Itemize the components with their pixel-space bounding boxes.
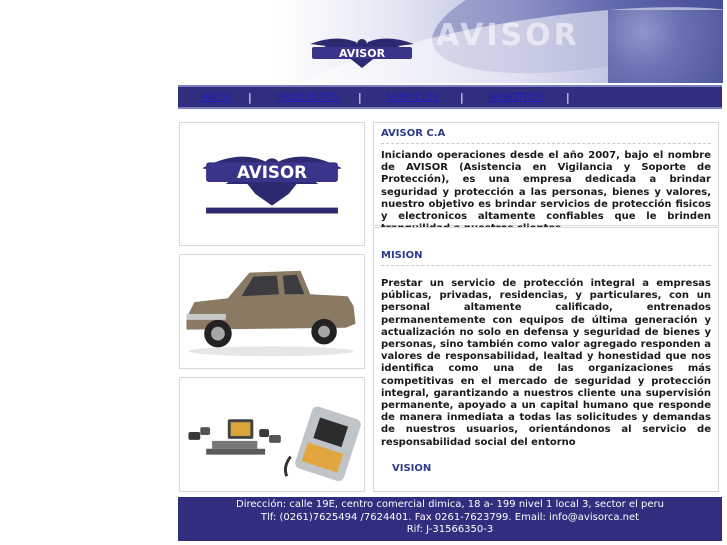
sidebar-logo-box: [179, 122, 365, 246]
nav-separator: |: [358, 91, 362, 104]
mission-text: Prestar un servicio de protección integral a empresas públicas, privadas, residencias, y particulares, con un personal altamente calificado, entrenados permanentemente con equipos de última generación y actualización no solo en defensa y seguridad de bienes y personas, sino también como valor agregado responden a valores de responsabilidad, lealtad y honestidad que nos identifica como una de las organizaciones más competitivas en el mercado de seguridad y protección integral, garantizando a nuestros cliente una supervisión permanente, apoyado a un capital humano que responde de manera inmediata a todas las solicitudes y demandas de nuestros usuarios, orientándonos al servicio de responsabilidad social del entorno: [381, 278, 711, 448]
mission-card: [373, 227, 719, 492]
footer-address: Dirección: calle 19E, centro comercial dimica, 18 a- 199 nivel 1 local 3, sector el peru: [236, 499, 664, 510]
vision-title: VISION: [392, 462, 432, 474]
footer: [178, 497, 722, 541]
nav-separator: |: [566, 91, 570, 104]
avisor-eagle-logo: [306, 30, 418, 74]
security-products-icon: [180, 378, 364, 491]
header-banner: [178, 0, 723, 83]
sidebar-products-image: [179, 377, 365, 492]
banner-guards-photo: [608, 10, 723, 83]
footer-rif: Rif: J-31566350-3: [406, 524, 494, 535]
logo-text: AVISOR: [338, 47, 386, 60]
logo-large-text: AVISOR: [236, 162, 308, 183]
about-title: AVISOR C.A: [381, 128, 446, 139]
nav-link-inicio[interactable]: INICIO: [200, 92, 232, 103]
pickup-truck-icon: [180, 255, 364, 368]
avisor-logo-large: [180, 123, 364, 245]
about-text: Iniciando operaciones desde el año 2007, bajo el nombre de AVISOR (Asistencia en Vigilancia y Soporte de Protección), es una empresa dedicada a brindar seguridad y protección a las personas, bienes y valores, nuestro objetivo es brindar servicios de protección fisicos y electronicos altamente confiables que le brinden: [381, 150, 711, 223]
nav-link-servicios[interactable]: SERVICIOS: [386, 92, 440, 103]
nav-separator: |: [248, 91, 252, 104]
main-nav: [178, 85, 722, 109]
nav-link-productos[interactable]: PRODUCTOS: [276, 92, 340, 103]
about-card: [373, 122, 719, 226]
nav-link-nosotros[interactable]: NOSOTROS: [488, 92, 545, 103]
nav-separator: |: [460, 91, 464, 104]
sidebar-vehicle-image: [179, 254, 365, 369]
mission-title: MISION: [381, 250, 423, 261]
footer-phones: Tlf: (0261)7625494 /7624401. Fax 0261-7623799. Email: info@avisorca.net: [260, 511, 640, 523]
banner-ghost-text: AVISOR: [436, 18, 580, 53]
